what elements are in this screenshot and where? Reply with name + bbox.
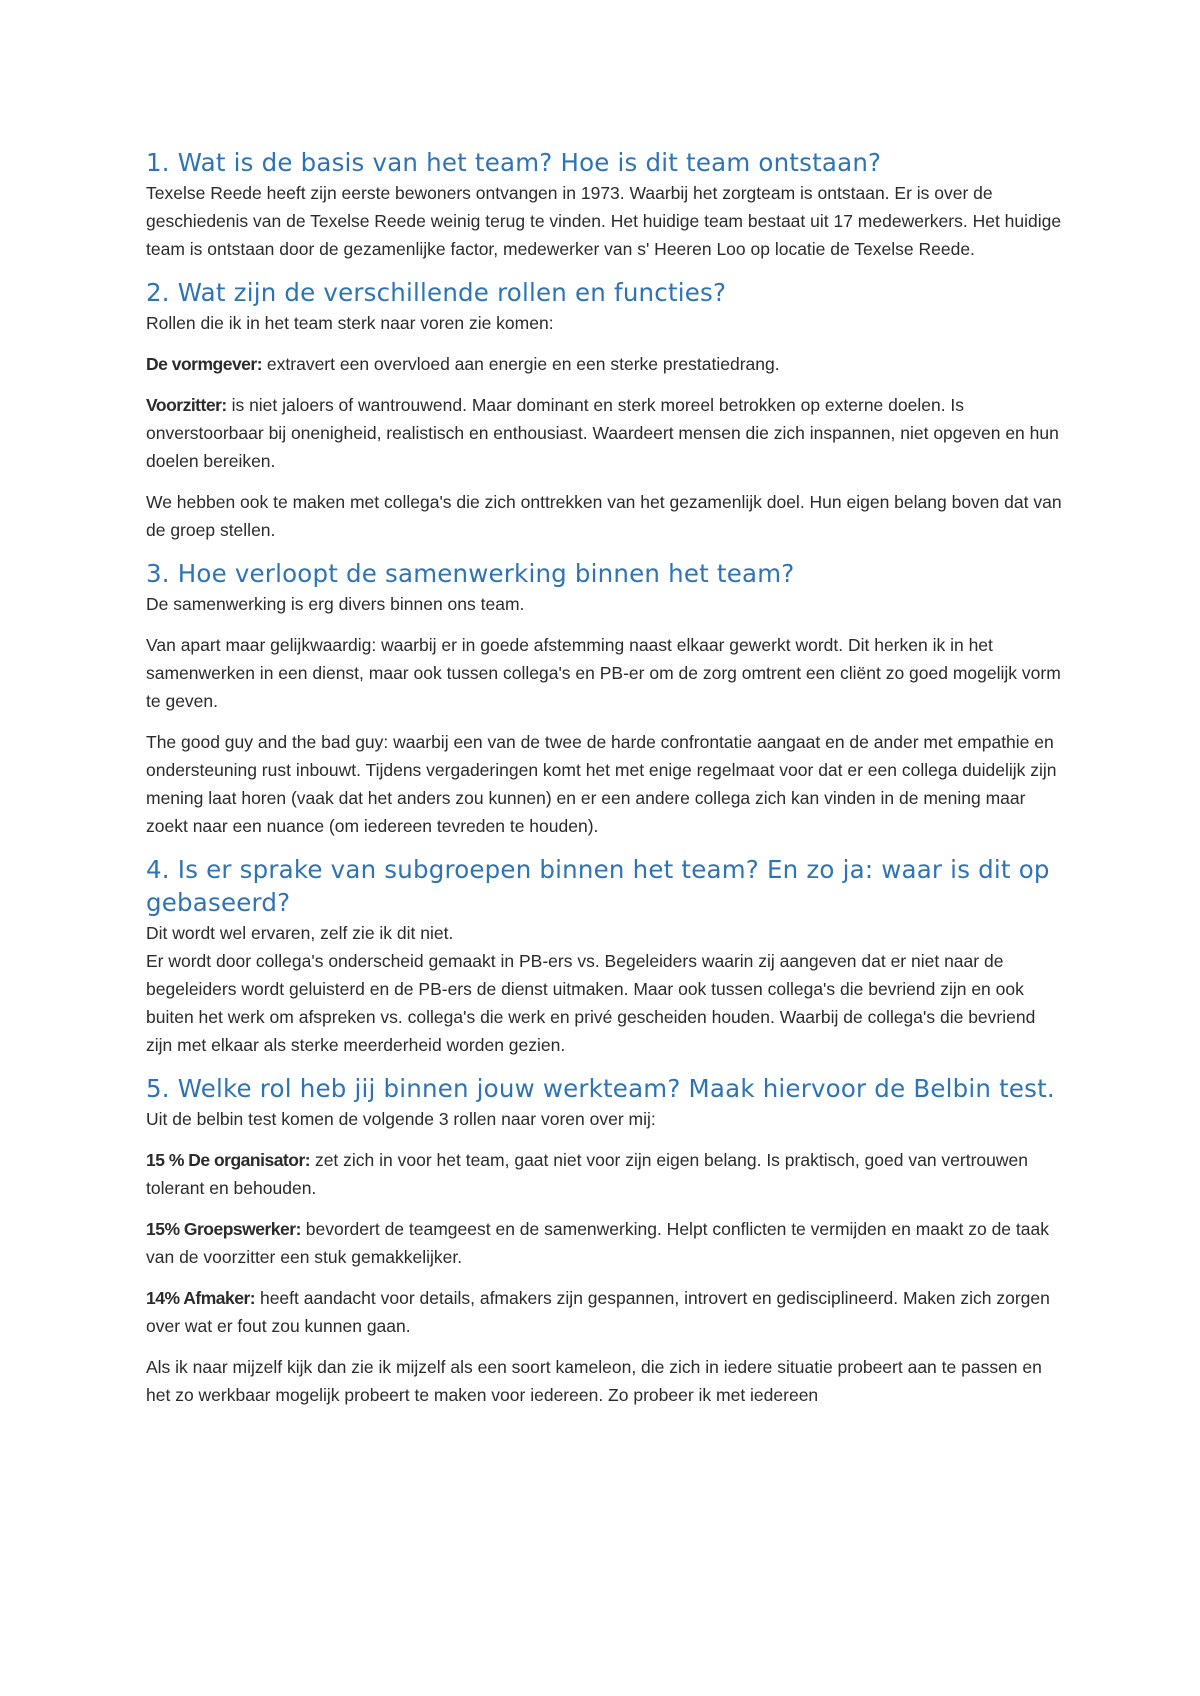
- role-paragraph: [146, 1284, 1066, 1340]
- section-5: [146, 1072, 1066, 1409]
- paragraph: Texelse Reede heeft zijn eerste bewoners ontvangen in 1973. Waarbij het zorgteam is ontstaan. Er is over de geschiedenis van de Texelse Reede weinig terug te vinden. Het huidige team bestaat uit 17 medewerkers. Het huidige team is ontstaan door de gezamenlijke factor, medewerker van s' Heeren Loo op locatie de Texelse Reede.: [146, 183, 1062, 259]
- role-text: is niet jaloers of wantrouwend. Maar dominant en sterk moreel betrokken op externe doelen. Is onverstoorbaar bij onenigheid, realistisch en enthousiast. Waardeert mensen die zich inspannen, niet opgeven en hun doelen bereiken.: [146, 395, 1059, 471]
- paragraph: Als ik naar mijzelf kijk dan zie ik mijzelf als een soort kameleon, die zich in iedere situatie probeert aan te passen en het zo werkbaar mogelijk probeert te maken voor iedereen. Zo probeer ik met iedereen: [146, 1357, 1042, 1405]
- role-text: heeft aandacht voor details, afmakers zijn gespannen, introvert en gedisciplineerd. Maken zich zorgen over wat er fout zou kunnen gaan.: [146, 1288, 1050, 1336]
- paragraph: The good guy and the bad guy: waarbij een van de twee de harde confrontatie aangaat en de ander met empathie en ondersteuning rust inbouwt. Tijdens vergaderingen komt het met enige regelmaat voor dat er een collega duidelijk zijn mening laat horen (vaak dat het anders zou kunnen) en er een andere collega zich kan vinden in de mening maar zoekt naar een nuance (om iedereen tevreden te houden).: [146, 732, 1057, 836]
- section-heading: 4. Is er sprake van subgroepen binnen het team? En zo ja: waar is dit op gebaseerd?: [146, 855, 1050, 917]
- section-heading: 1. Wat is de basis van het team? Hoe is dit team ontstaan?: [146, 148, 882, 177]
- paragraph-intro: Uit de belbin test komen de volgende 3 rollen naar voren over mij:: [146, 1109, 656, 1129]
- section-3: [146, 557, 1066, 840]
- section-heading: 5. Welke rol heb jij binnen jouw werkteam? Maak hiervoor de Belbin test.: [146, 1074, 1055, 1103]
- role-label: 15% Groepswerker:: [146, 1219, 301, 1239]
- role-label: De vormgever:: [146, 354, 263, 374]
- section-4: [146, 853, 1066, 1059]
- role-paragraph: [146, 350, 1066, 378]
- role-label: Voorzitter:: [146, 395, 227, 415]
- role-label: 14% Afmaker:: [146, 1288, 256, 1308]
- section-heading: 2. Wat zijn de verschillende rollen en functies?: [146, 278, 727, 307]
- section-1: [146, 146, 1066, 263]
- role-text: zet zich in voor het team, gaat niet voor zijn eigen belang. Is praktisch, goed van vertrouwen tolerant en behouden.: [146, 1150, 1028, 1198]
- paragraph: Van apart maar gelijkwaardig: waarbij er in goede afstemming naast elkaar gewerkt wordt. Dit herken ik in het samenwerken in een dienst, maar ook tussen collega's en PB-er om de zorg omtrent een cliënt zo goed mogelijk vorm te geven.: [146, 635, 1061, 711]
- role-paragraph: [146, 1146, 1066, 1202]
- paragraph: De samenwerking is erg divers binnen ons team.: [146, 594, 525, 614]
- section-2: [146, 276, 1066, 544]
- role-label: 15 % De organisator:: [146, 1150, 311, 1170]
- document-page: [146, 146, 1066, 1422]
- paragraph-intro: Rollen die ik in het team sterk naar voren zie komen:: [146, 313, 554, 333]
- section-heading: 3. Hoe verloopt de samenwerking binnen het team?: [146, 559, 795, 588]
- role-text: bevordert de teamgeest en de samenwerking. Helpt conflicten te vermijden en maakt zo de taak van de voorzitter een stuk gemakkelijker.: [146, 1219, 1049, 1267]
- role-text: extravert een overvloed aan energie en een sterke prestatiedrang.: [262, 354, 780, 374]
- paragraph: Dit wordt wel ervaren, zelf zie ik dit niet.: [146, 923, 454, 943]
- role-paragraph: [146, 391, 1066, 475]
- role-paragraph: [146, 1215, 1066, 1271]
- paragraph: We hebben ook te maken met collega's die zich onttrekken van het gezamenlijk doel. Hun eigen belang boven dat van de groep stellen.: [146, 492, 1062, 540]
- paragraph: Er wordt door collega's onderscheid gemaakt in PB-ers vs. Begeleiders waarin zij aangeven dat er niet naar de begeleiders wordt geluisterd en de PB-ers de dienst uitmaken. Maar ook tussen collega's die bevriend zijn en ook buiten het werk om afspreken vs. collega's die werk en privé gescheiden houden. Waarbij de collega's die bevriend zijn met elkaar als sterke meerderheid worden gezien.: [146, 951, 1036, 1055]
